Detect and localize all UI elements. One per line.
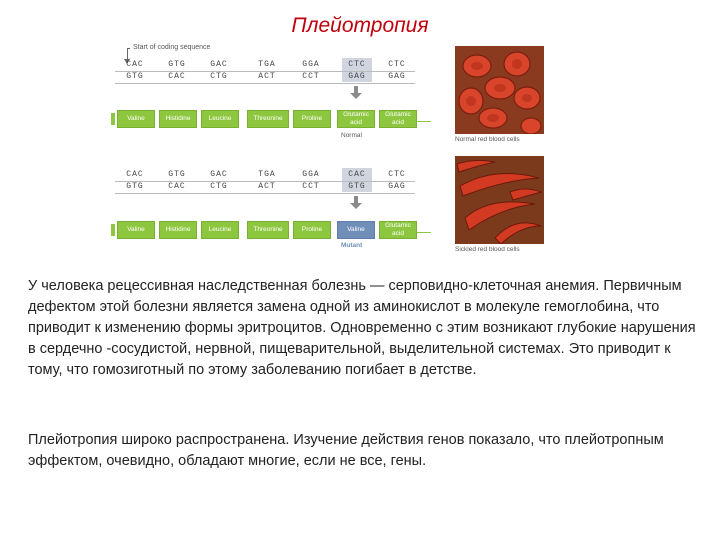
mutant-caption: Mutant [341,242,363,249]
amino-acid: Glutamic acid [379,221,417,239]
amino-acid: Histidine [159,221,197,239]
codon: CCT [302,72,320,81]
codon: CTG [210,72,228,81]
amino-acid: Proline [293,221,331,239]
codon: CAC [126,170,144,179]
codon: GTG [168,170,186,179]
codon: GTG [126,72,144,81]
amino-acid-mutant: Valine [337,221,375,239]
codon: GAG [388,182,406,191]
codon: ACT [258,182,276,191]
start-label: Start of coding sequence [133,44,211,51]
codon: CAC [126,60,144,69]
codon: GAC [210,60,228,69]
codon: GTG [348,182,366,191]
amino-acid: Glutamic acid [337,110,375,128]
amino-acid: Leucine [201,221,239,239]
codon: CTC [388,170,406,179]
mutant-amino-acids [115,221,415,239]
amino-acid: Histidine [159,110,197,128]
amino-acid: Valine [117,110,155,128]
codon: GTG [126,182,144,191]
codon: CTC [388,60,406,69]
codon: ACT [258,72,276,81]
normal-caption: Normal [341,132,362,139]
codon: GAG [348,72,366,81]
codon: GGA [302,170,320,179]
aa-chain-edge [417,232,431,234]
arrow-down-icon [351,196,361,212]
codon: CCT [302,182,320,191]
sickled-cells-photo [455,156,544,244]
amino-acid: Glutamic acid [379,110,417,128]
amino-acid: Threonine [247,221,289,239]
normal-amino-acids [115,110,415,128]
codon: TGA [258,60,276,69]
sickled-red-blood-cells-image [455,156,544,244]
normal-red-blood-cells-image [455,46,544,134]
normal-cells-photo [455,46,544,134]
normal-strand-1 [115,60,415,72]
amino-acid: Proline [293,110,331,128]
normal-photo-caption: Normal red blood cells [455,136,520,143]
codon: GTG [168,60,186,69]
aa-chain-edge [417,121,431,123]
paragraph-1: У человека рецессивная наследственная болезнь — серповидно-клеточная анемия. Первичным дефектом этой болезни является замена одной из аминокислот в молекуле гемоглобина, что приводит к изменению формы эритроцитов. Одновременно с этим возникают глубокие нарушения в сердечно -сосудистой, нервной, пищеварительной, выделительной системах. Это приводит к тому, что гомозиготный по этому заболеванию погибает в детстве. [28,278,696,378]
normal-dna [115,58,415,96]
amino-acid: Valine [117,221,155,239]
slide-title: Плейотропия [291,14,429,37]
codon: CAC [348,170,366,179]
paragraph-2: Плейотропия широко распространена. Изучение действия генов показало, что плейотропным эффектом, очевидно, обладают многие, если не все, гены. [28,432,664,469]
codon: TGA [258,170,276,179]
codon: CAC [168,182,186,191]
amino-acid: Threonine [247,110,289,128]
codon: CTG [210,182,228,191]
mutant-strand-1 [115,170,415,182]
codon: CTC [348,60,366,69]
codon: GAG [388,72,406,81]
amino-acid: Leucine [201,110,239,128]
codon: GGA [302,60,320,69]
sickle-cell-figure [115,42,545,257]
arrow-down-icon [351,86,361,102]
codon: CAC [168,72,186,81]
mutant-dna [115,168,415,206]
mutant-strand-2 [115,182,415,194]
sickled-photo-caption: Sickled red blood cells [455,246,520,253]
normal-strand-2 [115,72,415,84]
codon: GAC [210,170,228,179]
